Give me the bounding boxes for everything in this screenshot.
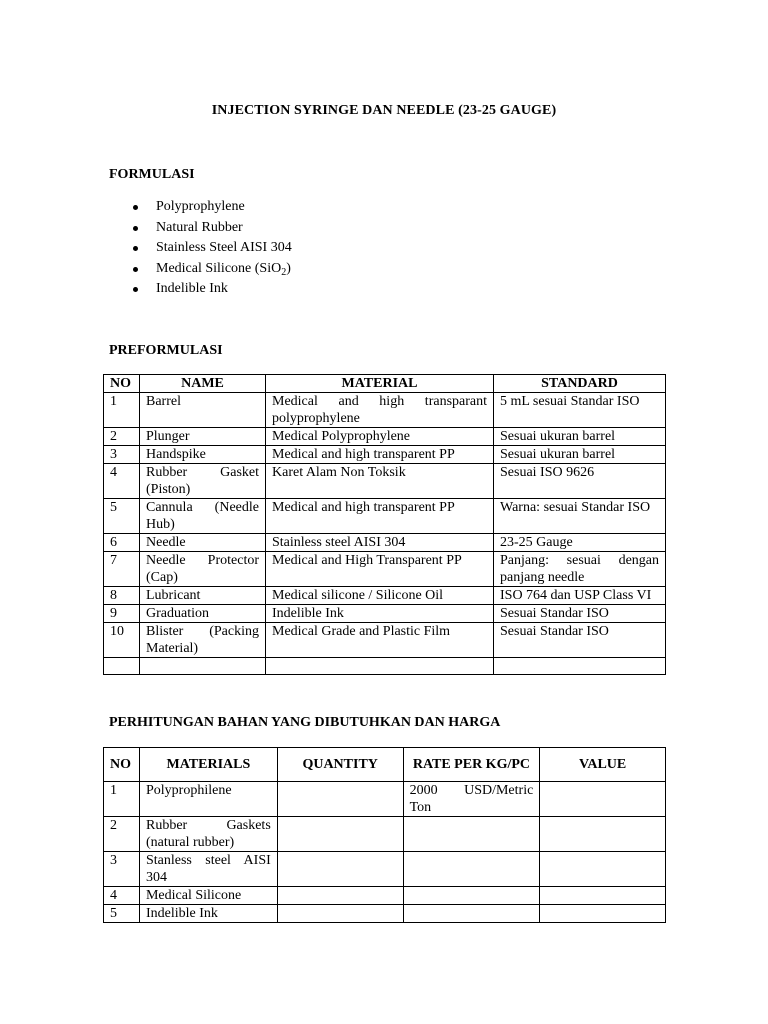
list-item: Polyprophylene	[109, 198, 292, 219]
bullet-icon	[133, 287, 138, 292]
table-cell: Rubber Gaskets (natural rubber)	[139, 817, 277, 852]
list-item: Natural Rubber	[109, 219, 292, 240]
table-cell	[540, 852, 666, 887]
formulasi-list	[109, 198, 292, 301]
table-cell: Medical Polyprophylene	[266, 428, 494, 446]
table-row	[104, 464, 666, 499]
table-cell	[540, 887, 666, 905]
col-header-rate: RATE PER KG/PC	[403, 748, 540, 782]
table-row	[104, 446, 666, 464]
table-cell: Sesuai ukuran barrel	[494, 428, 666, 446]
table-cell: Polyprophilene	[139, 782, 277, 817]
col-header-quantity: QUANTITY	[277, 748, 403, 782]
col-header-material: MATERIAL	[266, 375, 494, 393]
table-row	[104, 552, 666, 587]
bullet-icon	[133, 246, 138, 251]
table-cell	[403, 817, 540, 852]
bullet-icon	[133, 226, 138, 231]
table-cell: 3	[104, 852, 140, 887]
table-row	[104, 499, 666, 534]
table-cell: Medical and high transparant polyprophylene	[266, 393, 494, 428]
table-cell	[403, 905, 540, 923]
bullet-icon	[133, 205, 138, 210]
table-cell: Stanless steel AISI 304	[139, 852, 277, 887]
table-cell: Karet Alam Non Toksik	[266, 464, 494, 499]
table-cell: Panjang: sesuai dengan panjang needle	[494, 552, 666, 587]
table-cell	[140, 658, 266, 675]
table-cell: Indelible Ink	[139, 905, 277, 923]
table-cell: 23-25 Gauge	[494, 534, 666, 552]
col-header-value: VALUE	[540, 748, 666, 782]
table-cell: 7	[104, 552, 140, 587]
table-row	[104, 428, 666, 446]
table-cell: Needle Protector (Cap)	[140, 552, 266, 587]
table-cell: Lubricant	[140, 587, 266, 605]
col-header-materials: MATERIALS	[139, 748, 277, 782]
table-cell: 9	[104, 605, 140, 623]
list-item: Medical Silicone (SiO$_2$)	[109, 260, 292, 281]
table-cell: 2	[104, 428, 140, 446]
perhitungan-table	[103, 747, 666, 923]
table-row	[104, 782, 666, 817]
table-cell: 2000 USD/Metric Ton	[403, 782, 540, 817]
col-header-standard: STANDARD	[494, 375, 666, 393]
table-cell	[277, 817, 403, 852]
table-row	[104, 393, 666, 428]
table-row	[104, 534, 666, 552]
table-cell: Sesuai Standar ISO	[494, 605, 666, 623]
table-cell: Sesuai ISO 9626	[494, 464, 666, 499]
table-cell: Rubber Gasket (Piston)	[140, 464, 266, 499]
col-header-name: NAME	[140, 375, 266, 393]
table-cell: Handspike	[140, 446, 266, 464]
table-cell: 10	[104, 623, 140, 658]
table-cell: Sesuai Standar ISO	[494, 623, 666, 658]
list-item: Stainless Steel AISI 304	[109, 239, 292, 260]
document-title: INJECTION SYRINGE DAN NEEDLE (23-25 GAUGE)	[211, 103, 557, 118]
table-cell: 3	[104, 446, 140, 464]
table-cell: Graduation	[140, 605, 266, 623]
table-row	[104, 817, 666, 852]
table-cell: ISO 764 dan USP Class VI	[494, 587, 666, 605]
preformulasi-heading: PREFORMULASI	[109, 343, 223, 358]
table-cell	[540, 782, 666, 817]
table-cell: 1	[104, 393, 140, 428]
table-row	[104, 623, 666, 658]
subscript: 2	[281, 266, 287, 278]
col-header-no: NO	[104, 748, 140, 782]
perhitungan-heading: PERHITUNGAN BAHAN YANG DIBUTUHKAN DAN HARGA	[109, 715, 501, 730]
table-row	[104, 605, 666, 623]
table-cell: 6	[104, 534, 140, 552]
table-cell: Medical silicone / Silicone Oil	[266, 587, 494, 605]
table-cell	[277, 905, 403, 923]
table-cell: Needle	[140, 534, 266, 552]
table-cell: Medical and high transparent PP	[266, 499, 494, 534]
table-cell	[104, 658, 140, 675]
table-cell: Sesuai ukuran barrel	[494, 446, 666, 464]
table-cell: 1	[104, 782, 140, 817]
table-row	[104, 905, 666, 923]
table-cell: Stainless steel AISI 304	[266, 534, 494, 552]
table-cell	[403, 887, 540, 905]
table-cell: 4	[104, 887, 140, 905]
table-cell: Warna: sesuai Standar ISO	[494, 499, 666, 534]
table-header-row	[104, 748, 666, 782]
table-cell	[540, 817, 666, 852]
table-cell: Barrel	[140, 393, 266, 428]
table-cell: Cannula (Needle Hub)	[140, 499, 266, 534]
list-item: Indelible Ink	[109, 280, 292, 301]
table-cell	[494, 658, 666, 675]
table-cell: Blister (Packing Material)	[140, 623, 266, 658]
table-cell: Medical and high transparent PP	[266, 446, 494, 464]
table-cell: 2	[104, 817, 140, 852]
table-row	[104, 852, 666, 887]
table-row	[104, 887, 666, 905]
table-cell	[277, 782, 403, 817]
table-cell: Medical Grade and Plastic Film	[266, 623, 494, 658]
table-cell: Plunger	[140, 428, 266, 446]
preformulasi-table	[103, 374, 666, 675]
table-row	[104, 587, 666, 605]
col-header-no: NO	[104, 375, 140, 393]
table-cell	[266, 658, 494, 675]
table-cell: Indelible Ink	[266, 605, 494, 623]
table-cell: Medical and High Transparent PP	[266, 552, 494, 587]
table-cell	[277, 887, 403, 905]
table-cell: 5 mL sesuai Standar ISO	[494, 393, 666, 428]
table-cell: 8	[104, 587, 140, 605]
table-cell: 5	[104, 499, 140, 534]
bullet-icon	[133, 267, 138, 272]
table-cell: 5	[104, 905, 140, 923]
table-row	[104, 658, 666, 675]
table-cell	[540, 905, 666, 923]
table-cell	[403, 852, 540, 887]
formulasi-heading: FORMULASI	[109, 167, 195, 182]
table-cell: 4	[104, 464, 140, 499]
table-cell: Medical Silicone	[139, 887, 277, 905]
table-header-row	[104, 375, 666, 393]
table-cell	[277, 852, 403, 887]
